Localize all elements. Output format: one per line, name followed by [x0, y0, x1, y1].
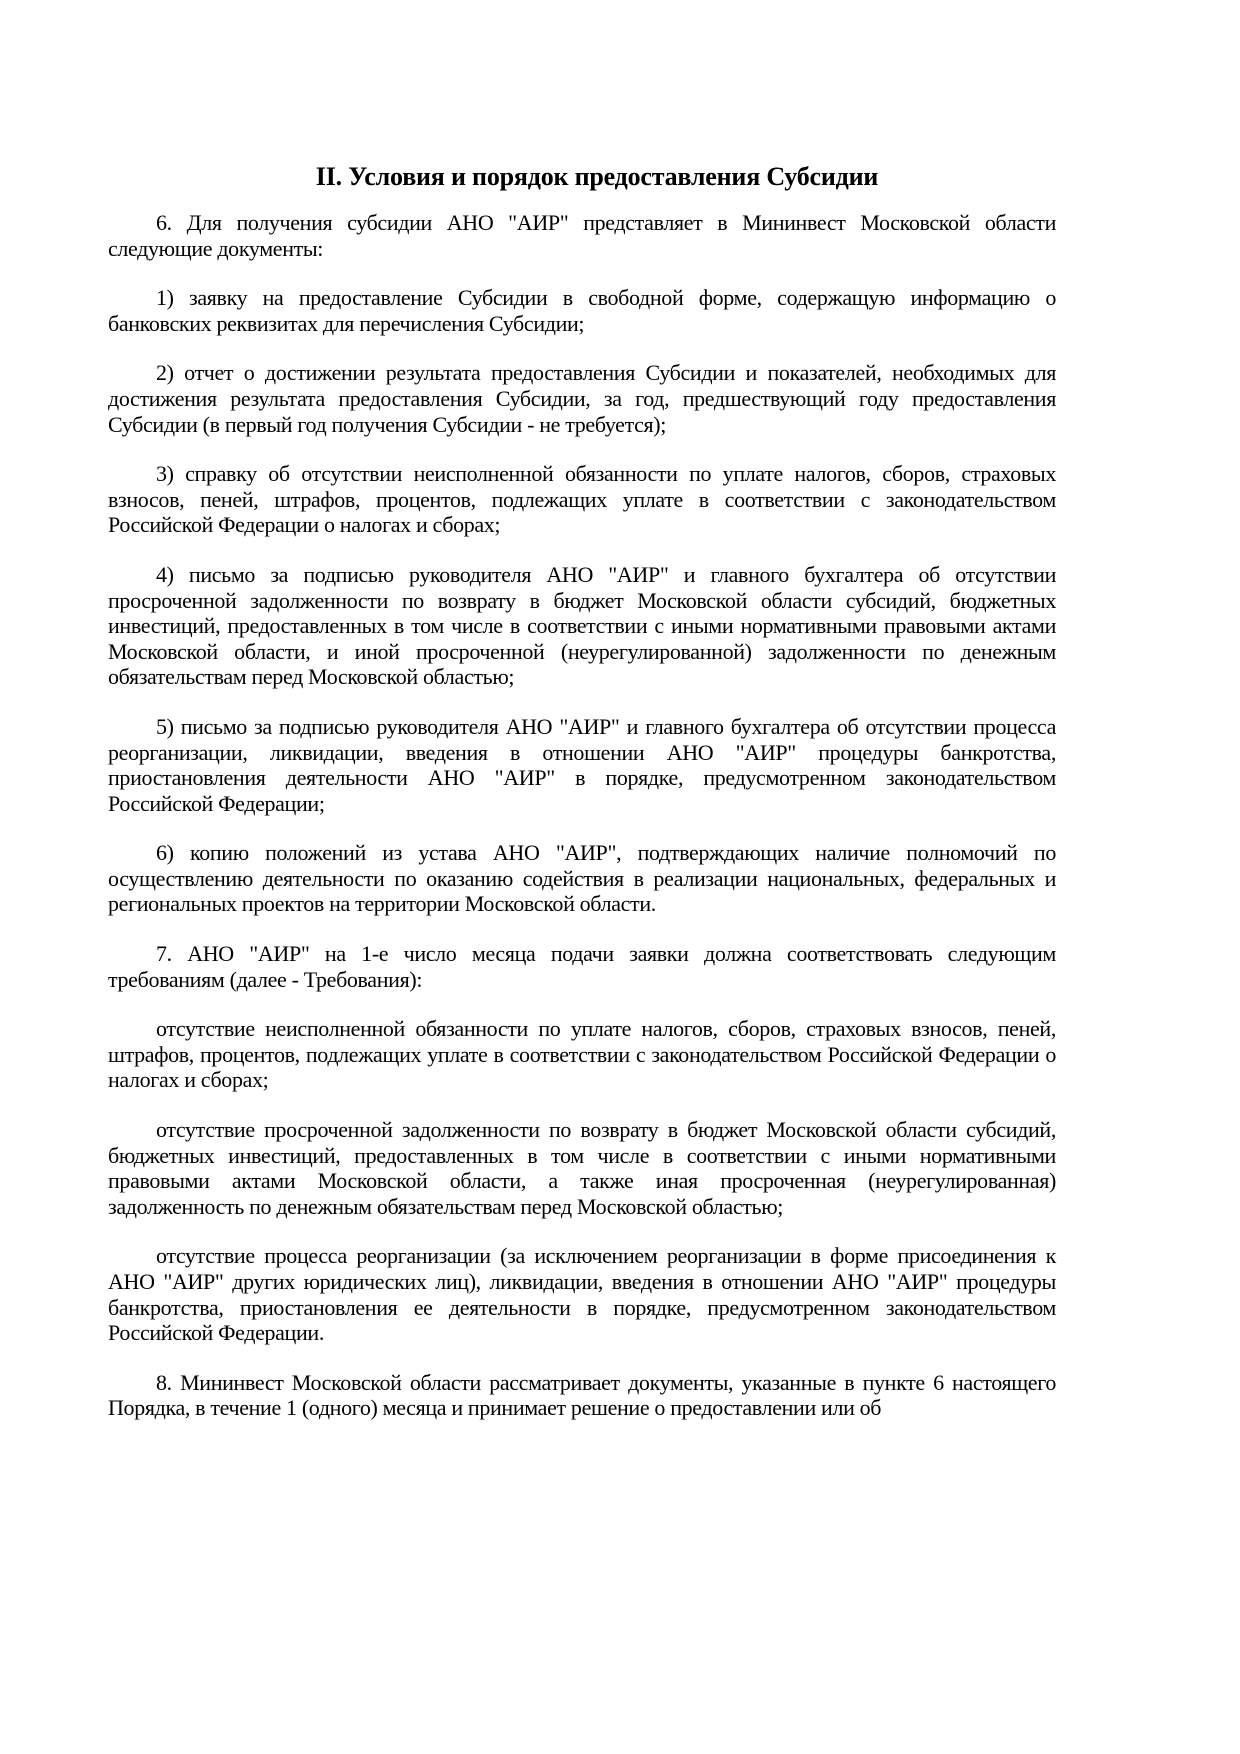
paragraph-subitem-1: 1) заявку на предоставление Субсидии в свободной форме, содержащую информацию о банковских реквизитах для перечисления Субсидии; [108, 285, 1056, 336]
paragraph-subitem-6: 6) копию положений из устава АНО "АИР", подтверждающих наличие полномочий по осуществлению деятельности по оказанию содействия в реализации национальных, федеральных и региональных проектов на территории Московской области. [108, 840, 1056, 917]
paragraph-requirement-taxes: отсутствие неисполненной обязанности по уплате налогов, сборов, страховых взносов, пеней, штрафов, процентов, подлежащих уплате в соответствии с законодательством Российской Федерации о налогах и сборах; [108, 1016, 1056, 1093]
paragraph-item-6: 6. Для получения субсидии АНО "АИР" представляет в Мининвест Московской области следующие документы: [108, 210, 1056, 261]
paragraph-requirement-debt: отсутствие просроченной задолженности по возврату в бюджет Московской области субсидий, бюджетных инвестиций, предоставленных в том числе в соответствии с иными нормативными правовыми актами Московской области, а также иная просроченная (неурегулированная) задолженность по денежным обязательствам перед Московской областью; [108, 1117, 1056, 1219]
paragraph-item-7: 7. АНО "АИР" на 1-е число месяца подачи заявки должна соответствовать следующим требованиям (далее - Требования): [108, 941, 1056, 992]
paragraph-subitem-5: 5) письмо за подписью руководителя АНО "АИР" и главного бухгалтера об отсутствии процесса реорганизации, ликвидации, введения в отношении АНО "АИР" процедуры банкротства, приостановления деятельности АНО "АИР" в порядке, предусмотренном законодательством Российской Федерации; [108, 713, 1056, 816]
paragraph-subitem-2: 2) отчет о достижении результата предоставления Субсидии и показателей, необходимых для достижения результата предоставления Субсидии, за год, предшествующий году предоставления Субсидии (в первый год получения Субсидии - не требуется); [108, 360, 1056, 437]
paragraph-subitem-4: 4) письмо за подписью руководителя АНО "АИР" и главного бухгалтера об отсутствии просроченной задолженности по возврату в бюджет Московской области субсидий, бюджетных инвестиций, предоставленных в том числе в соответствии с иными нормативными правовыми актами Московской области, и иной просроченной (неурегулированной) задолженности по денежным обязательствам перед Московской областью; [108, 561, 1056, 690]
section-title: II. Условия и порядок предоставления Субсидии [315, 162, 879, 191]
document-page [108, 160, 1056, 1445]
paragraph-item-8: 8. Мининвест Московской области рассматривает документы, указанные в пункте 6 настоящего Порядка, в течение 1 (одного) месяца и принимает решение о предоставлении или об [108, 1369, 1056, 1421]
paragraph-subitem-3: 3) справку об отсутствии неисполненной обязанности по уплате налогов, сборов, страховых взносов, пеней, штрафов, процентов, подлежащих уплате в соответствии с законодательством Российской Федерации о налогах и сборах; [108, 461, 1056, 538]
paragraph-requirement-reorganization: отсутствие процесса реорганизации (за исключением реорганизации в форме присоединения к АНО "АИР" других юридических лиц), ликвидации, введения в отношении АНО "АИР" процедуры банкротства, приостановления ее деятельности в порядке, предусмотренном законодательством Российской Федерации. [108, 1243, 1056, 1346]
